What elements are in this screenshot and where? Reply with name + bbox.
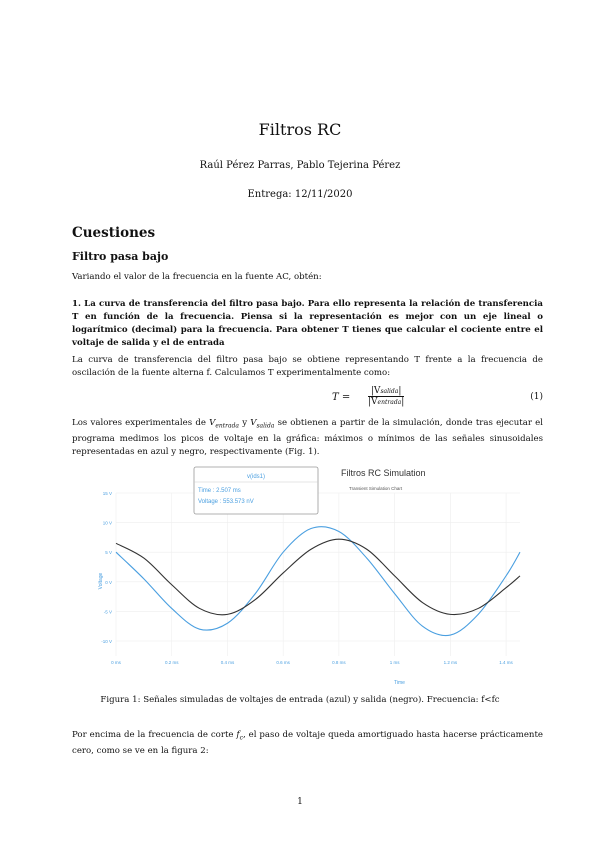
paragraph-experimental: Los valores experimentales de $V_{entrada}$ y $V_{salida}$ se obtienen a partir de la simulación, donde tras ejecutar el programa medimos los picos de voltaje en la gráfica: máximos o mínimos de las señales sinusoidales representadas en azul y negro, respectivamente (Fig. 1). [72, 418, 543, 457]
simulation-figure [92, 463, 524, 688]
y-tick-label: -5 V [103, 609, 112, 615]
tooltip-title: v(ids1) [246, 474, 266, 480]
y-tick-label: 5 V [105, 550, 112, 556]
paper-title: Filtros RC [258, 120, 342, 139]
page-number: 1 [297, 797, 303, 807]
tooltip-time: Time : 2.507 ms [198, 488, 241, 494]
y-tick-label: 0 V [105, 579, 112, 585]
y-tick-label: 10 V [102, 520, 112, 526]
y-tick-label: -10 V [101, 639, 112, 644]
section-heading: Cuestiones [72, 225, 156, 241]
question-1: 1. La curva de transferencia del filtro pasa bajo. Para ello representa la relación de transferencia T en función de la frecuencia. Piensa si la representación es mejor con un eje lineal o logarítmico (decimal) para la frecuencia. Para obtener T tienes que calcular el cociente entre el voltaje de salida y el de entrada [72, 299, 543, 348]
y-axis-label: Voltage [98, 572, 104, 590]
chart-lines [116, 527, 520, 636]
x-tick-label: 0.2 ms [164, 660, 179, 665]
tooltip-voltage: Voltage : 553.573 nV [198, 499, 254, 505]
chart-subtitle: Transient Simulation Chart [349, 486, 403, 491]
x-tick-label: 1 ms [389, 660, 400, 665]
x-axis-ticks [111, 660, 513, 665]
paragraph-transfer: La curva de transferencia del filtro pasa bajo se obtiene representando T frente a la frecuencia de oscilación de la fuente alterna f. Calculamos T experimentalmente como: [72, 355, 543, 378]
chart-title: Filtros RC Simulation [341, 468, 426, 478]
paragraph-cutoff: Por encima de la frecuencia de corte $f_c$, el paso de voltaje queda amortiguado hasta hacerse prácticamente cero, como se ve en la figura 2: [72, 730, 543, 756]
authors: Raúl Pérez Parras, Pablo Tejerina Pérez [199, 160, 401, 171]
output-signal-line [116, 539, 520, 615]
x-tick-label: 0 ms [111, 660, 121, 665]
equation-denominator: |Ventrada| [368, 397, 405, 407]
submission-date: Entrega: 12/11/2020 [247, 189, 353, 200]
x-tick-label: 1.2 ms [443, 660, 458, 665]
y-axis-ticks [101, 491, 112, 644]
y-tick-label: 15 V [102, 491, 112, 496]
x-tick-label: 1.4 ms [499, 660, 513, 665]
intro-paragraph: Variando el valor de la frecuencia en la fuente AC, obtén: [72, 272, 322, 282]
x-axis-label: Time [394, 680, 405, 686]
input-signal-line [116, 527, 520, 636]
equation-number: (1) [530, 392, 543, 402]
figure-caption: Figura 1: Señales simuladas de voltajes de entrada (azul) y salida (negro). Frecuencia: f<fc [100, 695, 500, 705]
x-tick-label: 0.4 ms [220, 660, 235, 665]
equation-numerator: |Vsalida| [368, 386, 404, 397]
equation-1 [72, 386, 543, 412]
subsection-heading: Filtro pasa bajo [72, 250, 169, 263]
x-tick-label: 0.8 ms [332, 660, 346, 665]
equation-lhs: T = [332, 392, 351, 403]
x-tick-label: 0.6 ms [276, 660, 290, 665]
equation-fraction [368, 386, 404, 407]
